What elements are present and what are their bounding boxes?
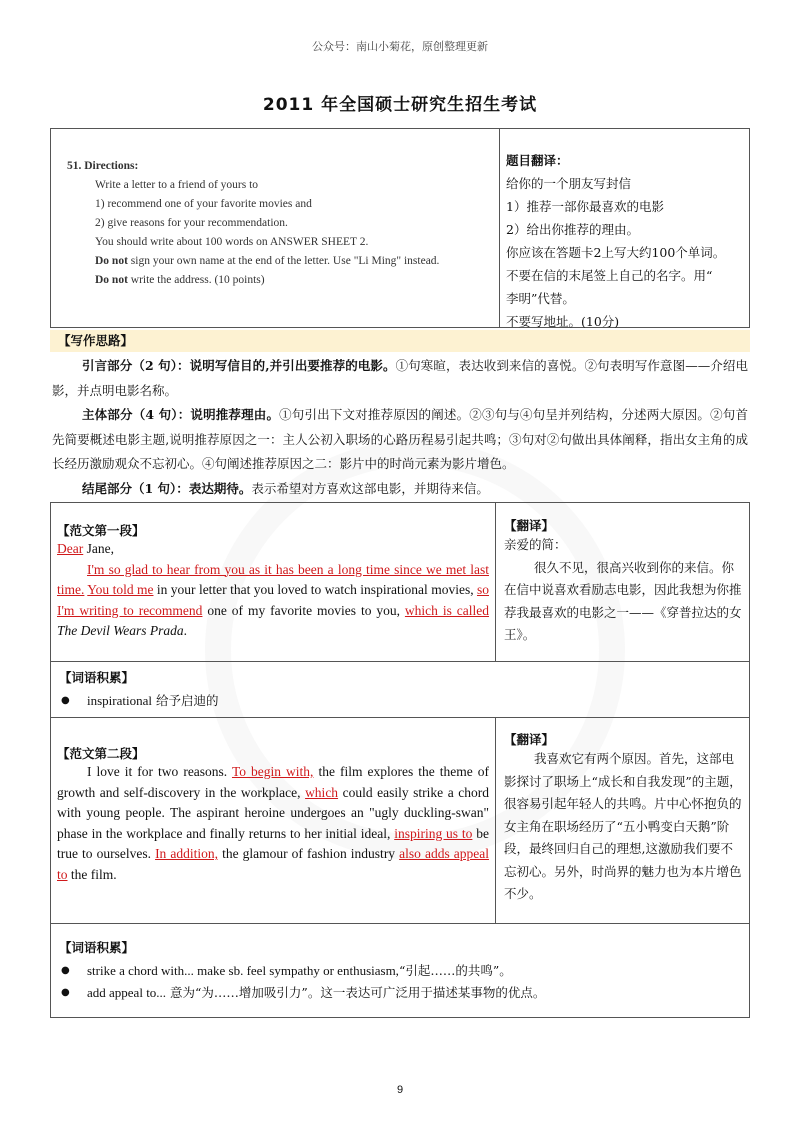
vocab-box-1	[50, 662, 750, 718]
question-heading: 51. Directions:	[67, 160, 139, 172]
translation-line: 不要在信的末尾签上自己的名字。用“	[506, 268, 713, 283]
section-label: 【翻译】	[504, 732, 555, 747]
question-line: You should write about 100 words on ANSWER SHEET 2.	[95, 236, 369, 248]
paragraph-text: Dear Jane, I'm so glad to hear from you as it has been a long time since we met last time. You told me in your letter that you loved to watch inspirational movies, so I'm writing to recommend one of my favorite movies to you, which is called The Devil Wears Prada.	[57, 541, 489, 638]
translation-text: 很久不见，很高兴收到你的来信。你在信中说喜欢看励志电影，因此我想为你推荐我最喜欢的电影之一——《穿普拉达的女王》。	[504, 559, 742, 642]
translation-greeting: 亲爱的简：	[504, 537, 567, 552]
thought-intro: 引言部分（2 句）：说明写信目的,并引出要推荐的电影。①句寒暄，表达收到来信的喜悦。②句表明写作意图——介绍电影，并点明电影名称。	[52, 358, 748, 398]
sample-paragraph-1-box	[50, 502, 750, 662]
question-line: 1) recommend one of your favorite movies and	[95, 198, 312, 210]
paragraph-text: I love it for two reasons. To begin with, the film explores the theme of growth and self-discovery in the workplace, which could easily strike a chord with young people. The aspirant heroine undergoes an "ugly duckling-swan" phase in the workplace and finally returns to her initial ideal, inspiring us to be true to ourselves. In addition, the glamour of fashion industry also adds appeal to the film.	[57, 764, 489, 882]
translation-line: 不要写地址。(10分)	[506, 314, 620, 329]
thought-body: 主体部分（4 句）：说明推荐理由。①句引出下文对推荐原因的阐述。②③句与④句呈并列结构，分述两大原因。②句首先简要概述电影主题,说明推荐原因之一：主人公初入职场的心路历程易引起共鸣；③句对②句做出具体阐释，指出女主角的成长经历激励观众不忘初心。④句阐述推荐原因之二：影片中的时尚元素为影片增色。	[52, 407, 748, 471]
translation-line: 2）给出你推荐的理由。	[506, 222, 639, 237]
translation-heading: 题目翻译：	[506, 153, 569, 168]
thought-ending: 结尾部分（1 句）：表达期待。表示希望对方喜欢这部电影，并期待来信。	[82, 480, 489, 496]
writing-thoughts	[52, 354, 748, 501]
section-label: 【范文第一段】	[57, 523, 145, 538]
translation-line: 你应该在答题卡2上写大约100个单词。	[506, 245, 726, 260]
header-note: 公众号：南山小菊花，原创整理更新	[312, 40, 488, 53]
question-box	[50, 128, 750, 328]
page-number: 9	[396, 1084, 404, 1096]
page-title: 2011 年全国硕士研究生招生考试	[262, 95, 538, 115]
question-line: Do not sign your own name at the end of the letter. Use "Li Ming" instead.	[95, 255, 440, 267]
sample-paragraph-1	[51, 503, 495, 661]
translation-line: 李明”代替。	[506, 291, 575, 306]
question-line: Do not write the address. (10 points)	[95, 274, 265, 286]
vocab-item: ● inspirational 给予启迪的	[59, 690, 741, 712]
section-label: 【词语积累】	[59, 670, 135, 685]
question-directions	[51, 129, 499, 327]
vocab-item: ● strike a chord with... make sb. feel sympathy or enthusiasm,“引起……的共鸣”。	[59, 960, 741, 982]
paragraph-1-translation	[495, 503, 749, 661]
question-translation	[499, 129, 749, 327]
sample-paragraph-2	[51, 718, 495, 923]
section-label: 【翻译】	[504, 518, 555, 533]
thoughts-banner: 【写作思路】	[50, 330, 750, 352]
vocab-box-2	[50, 924, 750, 1018]
question-line: 2) give reasons for your recommendation.	[95, 217, 288, 229]
section-label: 【范文第二段】	[57, 746, 145, 761]
translation-line: 给你的一个朋友写封信	[506, 176, 632, 191]
vocab-item: ● add appeal to... 意为“为……增加吸引力”。这一表达可广泛用于描述某事物的优点。	[59, 982, 741, 1004]
translation-line: 1）推荐一部你最喜欢的电影	[506, 199, 664, 214]
section-label: 【词语积累】	[59, 940, 135, 955]
translation-text: 我喜欢它有两个原因。首先，这部电影探讨了职场上“成长和自我发现”的主题，很容易引起年轻人的共鸣。片中心怀抱负的女主角在职场经历了“五小鸭变白天鹅”阶段，最终回归自己的理想,这激励我们要不忘初心。另外，时尚界的魅力也为本片增色不少。	[504, 751, 742, 901]
sample-paragraph-2-box	[50, 718, 750, 924]
paragraph-2-translation	[495, 718, 749, 923]
question-line: Write a letter to a friend of yours to	[95, 179, 259, 191]
